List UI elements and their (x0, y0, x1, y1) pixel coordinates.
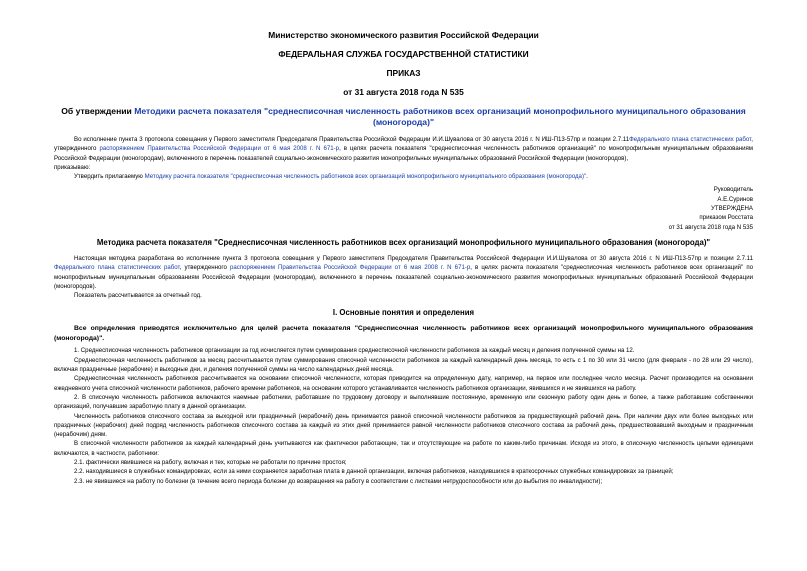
approved-label: УТВЕРЖДЕНА (710, 205, 753, 213)
document-title (54, 106, 753, 128)
section-1-paragraph-8: 2.2. находившиеся в служебных командировках, если за ними сохраняется заработная плата в данной организации, включая работников, находившихся в краткосрочных служебных командировках за границей; (74, 468, 674, 476)
title-link[interactable]: Методики расчета показателя "среднесписочная численность работников всех организаций монопрофильного муниципального образования (моногорода)" (134, 106, 746, 127)
intro-text-3: , в целях расчета показателя "среднесписочная численность работников организаций" по монопрофильным муниципальным образованиям Российской Федерации (моногородам), включенного в перечень показателей социально-экономического развития монопрофильных муниципальных образований Российской Федерации (моногородов), (54, 145, 753, 162)
approve-text: Утвердить прилагаемую (74, 173, 145, 181)
approve-end: . (586, 173, 588, 181)
methodology-title: Методика расчета показателя "Среднесписочная численность работников всех организаций монопрофильного муниципального образования (моногорода)" (96, 237, 711, 247)
signature-name: А.Е.Суринов (717, 195, 753, 203)
intro-paragraph (54, 135, 753, 163)
method-paragraph-1 (54, 254, 753, 291)
method-text-2: , утвержденного (179, 264, 230, 272)
method-paragraph-2: Показатель рассчитывается за отчетный год. (74, 292, 202, 300)
methodology-link[interactable]: Методику расчета показателя "среднесписочная численность работников всех организаций монопрофильного муниципального образования (моногорода)" (144, 173, 587, 181)
decree-link[interactable]: распоряжением Правительства Российской Федерации от 6 мая 2008 г. N 671-р (99, 145, 340, 153)
section-1-paragraph-7: 2.1. фактически явившиеся на работу, включая и тех, которые не работали по причине простоя; (74, 459, 347, 467)
approve-paragraph (54, 172, 753, 181)
definitions-note: Все определения приводятся исключительно для целей расчета показателя "Среднесписочная численность работников всех организаций монопрофильного муниципального образования (моногорода)". (54, 325, 753, 342)
approved-order: приказом Росстата (699, 214, 753, 222)
intro-text-2: , утвержденного (54, 136, 753, 153)
ministry-heading: Министерство экономического развития Российской Федерации (268, 30, 539, 40)
section-1-paragraph-3: Среднесписочная численность работников рассчитывается на основании списочной численности, которая приводится на определенную дату, например, на первое или последнее число месяца. Расчет производится на основании ежедневного учета списочной численности работников, рабочего времени работников, на основании которого устанавливается численность работников организации, явившихся и не явившихся на работу. (54, 375, 753, 392)
approved-date: от 31 августа 2018 года N 535 (668, 223, 753, 231)
doc-type-heading: ПРИКАЗ (386, 68, 421, 78)
method-federal-plan-link[interactable]: Федерального плана статистических работ (54, 264, 180, 272)
section-1-paragraph-1: 1. Среднесписочная численность работников организации за год исчисляется путем суммирования среднесписочной численности работников за каждый месяц и деления полученной суммы на 12. (74, 347, 635, 355)
section-1-paragraph-4: 2. В списочную численность работников включаются наемные работники, работавшие по трудовому договору и выполнявшие постоянную, временную или сезонную работу один день и более, а также работавшие собственники организаций, получавшие заработную плату в данной организации. (54, 393, 753, 411)
method-text-3: , в целях расчета показателя "среднесписочная численность работников всех организаций" по монопрофильным муниципальным образованиям Российской Федерации (моногородам), включенного в перечень показателей социально-экономического развития монопрофильных муниципальных образований Российской Федерации (моногородов). (54, 264, 754, 290)
date-number-heading: от 31 августа 2018 года N 535 (343, 87, 464, 97)
service-heading: ФЕДЕРАЛЬНАЯ СЛУЖБА ГОСУДАРСТВЕННОЙ СТАТИСТИКИ (278, 49, 529, 59)
method-decree-link[interactable]: распоряжением Правительства Российской Федерации от 6 мая 2008 г. N 671-р (229, 264, 471, 272)
section-1-paragraph-9: 2.3. не явившиеся на работу по болезни (в течение всего периода болезни до возвращения на работу в соответствии с листками нетрудоспособности или до выбытия по инвалидности); (74, 477, 603, 485)
section-1-paragraph-6: В списочной численности работников за каждый календарный день учитываются как фактически работающие, так и отсутствующие на работе по каким-либо причинам. Исходя из этого, в списочную численность целыми единицами включаются, в частности, работники: (54, 440, 753, 457)
signature-role: Руководитель (713, 186, 753, 194)
method-text-1: Настоящая методика разработана во исполнение пункта 3 протокола совещания у Первого заместителя Председателя Правительства Российской Федерации И.И.Шувалова от 30 августа 2016 г. N ИШ-П13-57пр и позиции 2.7.11 (74, 254, 753, 262)
federal-plan-link[interactable]: Федерального плана статистических работ (629, 136, 752, 143)
section-1-paragraph-5: Численность работников списочного состава за выходной или праздничный (нерабочий) день принимается равной списочной численности работников за предшествующий рабочий день. При наличии двух или более выходных или праздничных (нерабочих) дней подряд численность работников списочного состава за каждый из этих дней принимается равной численности работников списочного состава за рабочий день, предшествовавший выходным и праздничным (нерабочим) дням. (54, 412, 753, 439)
section-1-paragraph-2: Среднесписочная численность работников за месяц рассчитывается путем суммирования списочной численности работников за каждый календарный день месяца, то есть с 1 по 30 или 31 число (для февраля - по 28 или 29 число), включая праздничные (нерабочие) и выходные дни, и деления полученной суммы на число календарных дней месяца. (54, 356, 753, 374)
section-1-heading: I. Основные понятия и определения (332, 308, 475, 318)
intro-text-1: Во исполнение пункта 3 протокола совещания у Первого заместителя Председателя Правительства Российской Федерации И.И.Шувалова от 30 августа 2016 г. N ИШ-П13-57пр и позиции 2.7.11 (74, 136, 630, 143)
title-prefix: Об утверждении (61, 106, 135, 116)
order-word: приказываю: (54, 163, 91, 171)
